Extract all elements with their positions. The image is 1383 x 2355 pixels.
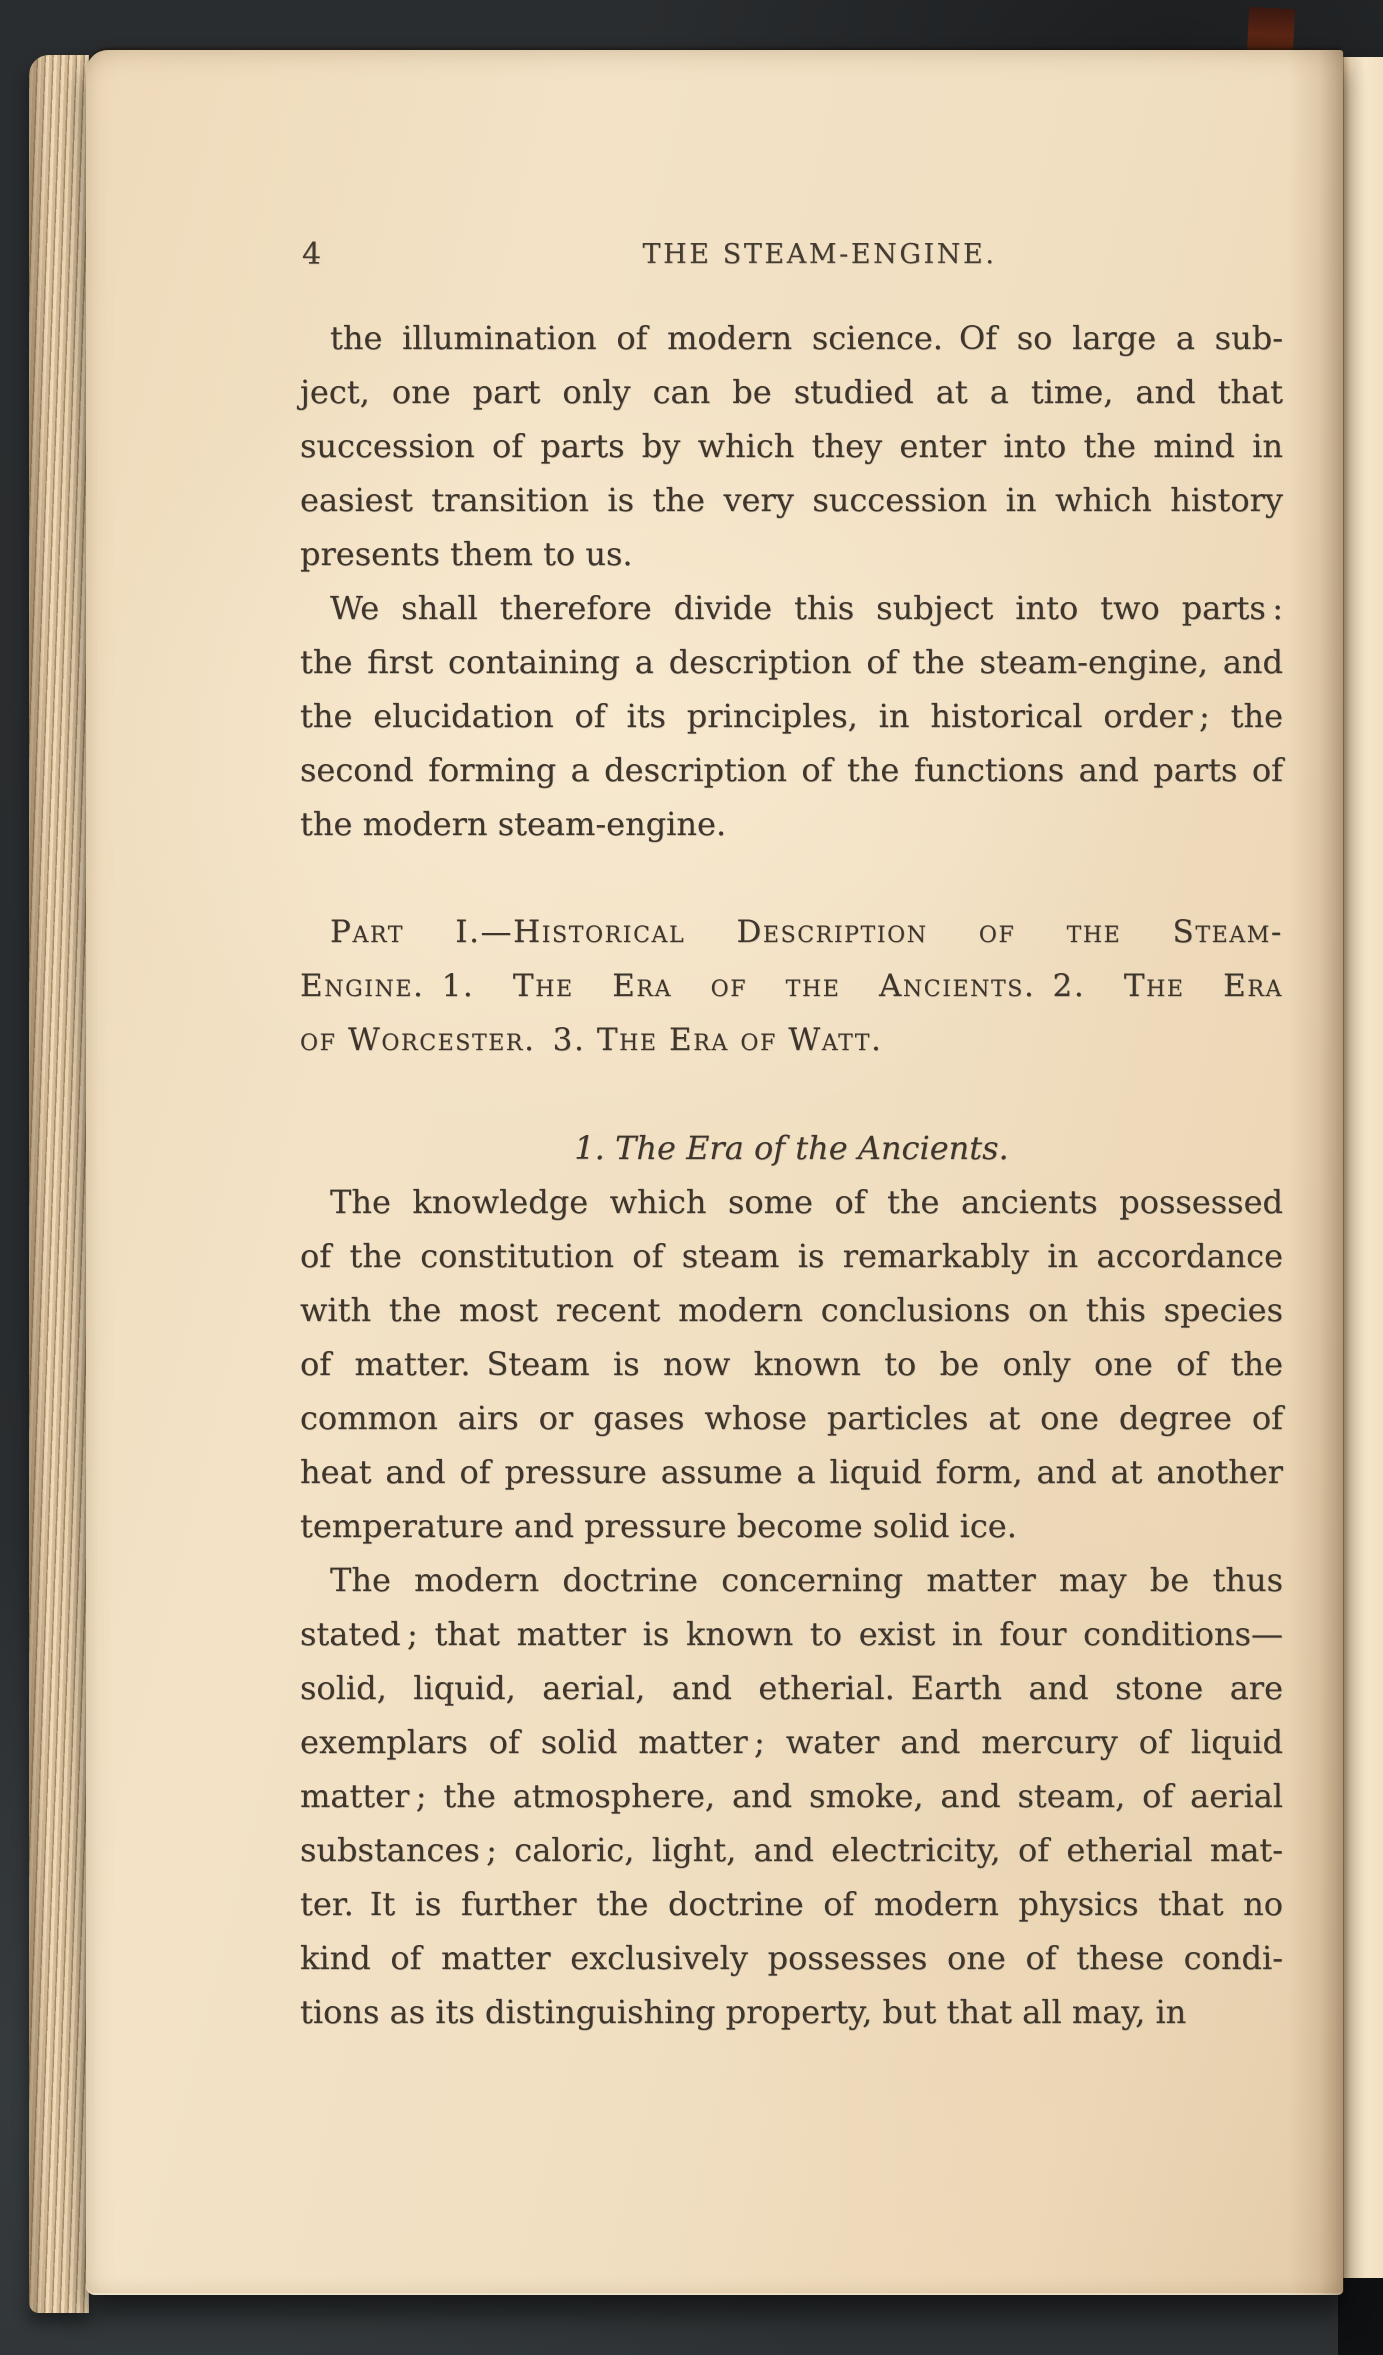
text-line: solid, liquid, aerial, and etherial. Earth and stone are	[300, 1669, 1283, 1707]
text-line: substances ; caloric, light, and electricity, of etherial mat-	[300, 1831, 1283, 1869]
text-line: The knowledge which some of the ancients possessed	[330, 1183, 1283, 1221]
text-line: second forming a description of the functions and parts of	[300, 751, 1283, 789]
running-header: THE STEAM-ENGINE.	[642, 239, 997, 270]
section-heading	[300, 905, 1283, 1067]
subheading	[300, 1121, 1283, 1175]
text-line: the illumination of modern science. Of so large a sub-	[330, 319, 1283, 357]
paragraph	[300, 311, 1283, 581]
text-line: common airs or gases whose particles at one degree of	[300, 1399, 1283, 1437]
paragraph	[300, 1553, 1283, 2039]
text-line: the modern steam-engine.	[300, 805, 727, 843]
text-line: ject, one part only can be studied at a time, and that	[300, 373, 1283, 411]
header-row	[300, 232, 1283, 278]
text-line: stated ; that matter is known to exist in four conditions—	[300, 1615, 1283, 1653]
text-line: with the most recent modern conclusions on this species	[300, 1291, 1283, 1329]
text-line: temperature and pressure become solid ice.	[300, 1507, 1017, 1545]
text-line: Engine. 1. The Era of the Ancients. 2. The Era	[300, 968, 1283, 1004]
text-line: We shall therefore divide this subject into two parts :	[330, 589, 1283, 627]
page-number: 4	[302, 237, 322, 272]
next-page-edge	[1343, 57, 1383, 2283]
page-text	[300, 311, 1283, 2039]
text-line: matter ; the atmosphere, and smoke, and steam, of aerial	[300, 1777, 1283, 1815]
paragraph	[300, 1175, 1283, 1553]
text-line: tions as its distinguishing property, but that all may, in	[300, 1993, 1187, 2031]
page-edges-stack	[29, 55, 89, 2313]
text-line: presents them to us.	[300, 535, 633, 573]
text-line: of the constitution of steam is remarkably in accordance	[300, 1237, 1283, 1275]
text-line: of matter. Steam is now known to be only one of the	[300, 1345, 1283, 1383]
text-line: The modern doctrine concerning matter may be thus	[330, 1561, 1283, 1599]
text-line: kind of matter exclusively possesses one of these condi-	[300, 1939, 1283, 1977]
text-line: succession of parts by which they enter into the mind in	[300, 427, 1283, 465]
text-line: 1. The Era of the Ancients.	[574, 1129, 1009, 1167]
text-line: the elucidation of its principles, in historical order ; the	[300, 697, 1283, 735]
text-line: heat and of pressure assume a liquid form, and at another	[300, 1453, 1283, 1491]
paragraph	[300, 581, 1283, 851]
text-line: exemplars of solid matter ; water and mercury of liquid	[300, 1723, 1283, 1761]
text-line: ter. It is further the doctrine of modern physics that no	[300, 1885, 1283, 1923]
text-line: the first containing a description of the steam-engine, and	[300, 643, 1283, 681]
text-line: easiest transition is the very succession in which history	[300, 481, 1283, 519]
text-line: Part I.—Historical Description of the Steam-	[330, 914, 1283, 950]
book-page	[86, 50, 1343, 2295]
text-line: of Worcester. 3. The Era of Watt.	[300, 1022, 883, 1058]
cover-gap	[1338, 2278, 1383, 2355]
